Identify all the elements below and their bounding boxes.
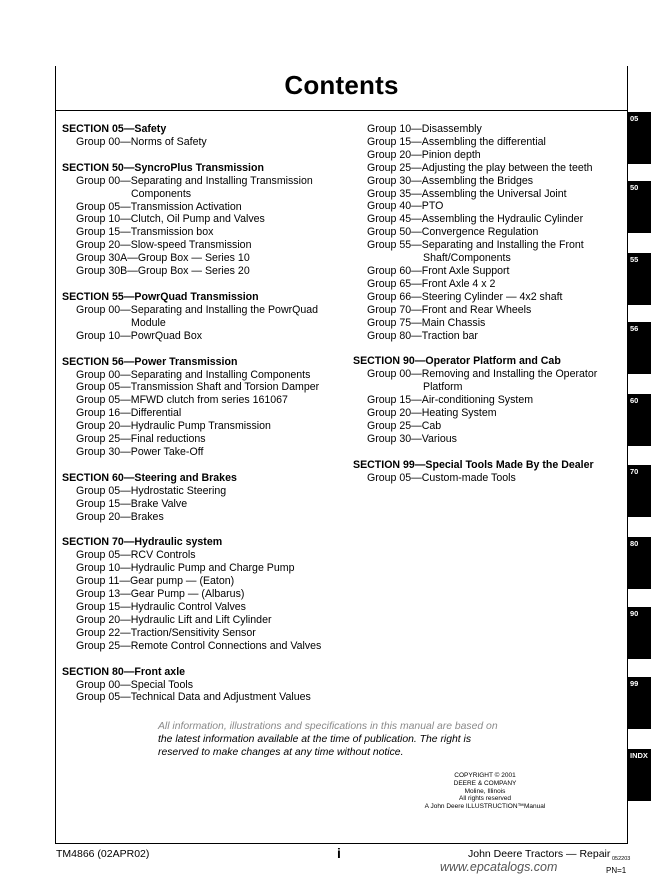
notice-line: the latest information available at the time of publication. The right is bbox=[158, 734, 472, 745]
contents-group-link[interactable]: Group 05—Custom-made Tools bbox=[367, 471, 516, 484]
section-heading[interactable]: SECTION 80—Front axle bbox=[62, 665, 186, 678]
copyright-line: A John Deere ILLUSTRUCTION™Manual bbox=[424, 803, 546, 811]
contents-group-link[interactable]: Group 15—Assembling the differential bbox=[367, 135, 546, 148]
contents-group-link[interactable]: Group 75—Main Chassis bbox=[367, 316, 486, 329]
footer-code: 052203 bbox=[612, 856, 631, 862]
contents-section-continued bbox=[353, 123, 623, 342]
title-rule bbox=[55, 110, 628, 111]
contents-group-link[interactable]: Group 10—Hydraulic Pump and Charge Pump bbox=[76, 562, 295, 575]
contents-group-link[interactable]: Group 05—Transmission Activation bbox=[76, 200, 242, 213]
page-title: Contents bbox=[284, 70, 399, 100]
section-heading[interactable]: SECTION 05—Safety bbox=[62, 123, 167, 135]
contents-group-link[interactable]: Group 22—Traction/Sensitivity Sensor bbox=[76, 626, 256, 639]
contents-group-continuation: Module bbox=[131, 316, 166, 329]
contents-group-link[interactable]: Group 30—Power Take-Off bbox=[76, 445, 204, 458]
contents-group-link[interactable]: Group 55—Separating and Installing the Front bbox=[367, 239, 584, 252]
contents-section bbox=[62, 666, 347, 705]
section-heading[interactable]: SECTION 50—SyncroPlus Transmission bbox=[62, 161, 264, 174]
contents-group-link[interactable]: Group 30—Various bbox=[367, 432, 457, 445]
contents-section bbox=[62, 123, 347, 149]
contents-group-link[interactable]: Group 00—Separating and Installing the PowrQuad bbox=[76, 303, 319, 316]
section-tab[interactable]: 70 bbox=[628, 465, 651, 517]
contents-group-link[interactable]: Group 00—Separating and Installing Transmission bbox=[76, 174, 313, 187]
contents-group-link[interactable]: Group 66—Steering Cylinder — 4x2 shaft bbox=[367, 290, 563, 303]
contents-group-link[interactable]: Group 15—Air-conditioning System bbox=[367, 394, 534, 407]
section-heading[interactable]: SECTION 55—PowrQuad Transmission bbox=[62, 290, 259, 303]
section-tab[interactable]: 55 bbox=[628, 253, 651, 305]
section-tab[interactable]: 60 bbox=[628, 394, 651, 446]
contents-group-link[interactable]: Group 10—Clutch, Oil Pump and Valves bbox=[76, 213, 265, 226]
contents-group-link[interactable]: Group 15—Brake Valve bbox=[76, 497, 188, 510]
contents-group-link[interactable]: Group 25—Remote Control Connections and Valves bbox=[76, 639, 322, 652]
manual-title: John Deere Tractors — Repair bbox=[468, 848, 611, 860]
contents-group-link[interactable]: Group 20—Slow-speed Transmission bbox=[76, 239, 252, 252]
copyright-line: All rights reserved bbox=[458, 795, 512, 803]
contents-group-link[interactable]: Group 11—Gear pump — (Eaton) bbox=[76, 575, 235, 588]
manual-code: TM4866 (02APR02) bbox=[56, 848, 150, 860]
section-tab[interactable]: INDX bbox=[628, 749, 651, 801]
section-heading[interactable]: SECTION 90—Operator Platform and Cab bbox=[353, 355, 561, 368]
contents-group-link[interactable]: Group 05—RCV Controls bbox=[76, 549, 196, 562]
contents-group-link[interactable]: Group 80—Traction bar bbox=[367, 329, 478, 342]
section-heading[interactable]: SECTION 99—Special Tools Made By the Dealer bbox=[353, 458, 594, 471]
contents-section bbox=[353, 459, 623, 485]
contents-group-continuation: Shaft/Components bbox=[423, 252, 511, 265]
contents-group-link[interactable]: Group 30—Assembling the Bridges bbox=[367, 174, 534, 187]
contents-group-link[interactable]: Group 05—Transmission Shaft and Torsion Damper bbox=[76, 381, 320, 394]
contents-group-continuation: Platform bbox=[423, 381, 463, 394]
copyright-line: COPYRIGHT © 2001 bbox=[454, 772, 516, 779]
contents-group-link[interactable]: Group 20—Pinion depth bbox=[367, 148, 481, 161]
contents-group-link[interactable]: Group 10—Disassembly bbox=[367, 123, 482, 135]
section-heading[interactable]: SECTION 70—Hydraulic system bbox=[62, 536, 223, 549]
contents-group-link[interactable]: Group 00—Removing and Installing the Operator bbox=[367, 368, 598, 381]
contents-group-link[interactable]: Group 00—Norms of Safety bbox=[76, 135, 207, 148]
contents-section bbox=[62, 472, 347, 524]
contents-group-link[interactable]: Group 35—Assembling the Universal Joint bbox=[367, 187, 567, 200]
section-tab[interactable]: 80 bbox=[628, 537, 651, 589]
contents-left-column bbox=[62, 123, 347, 717]
copyright-line: DEERE & COMPANY bbox=[453, 779, 517, 787]
contents-section bbox=[62, 356, 347, 459]
section-heading[interactable]: SECTION 60—Steering and Brakes bbox=[62, 471, 237, 484]
contents-group-link[interactable]: Group 50—Convergence Regulation bbox=[367, 226, 539, 239]
contents-group-link[interactable]: Group 15—Hydraulic Control Valves bbox=[76, 601, 246, 613]
contents-section bbox=[62, 291, 347, 343]
contents-group-link[interactable]: Group 25—Adjusting the play between the teeth bbox=[367, 161, 593, 174]
copyright-line: Moline, Illinois bbox=[464, 787, 506, 795]
contents-group-link[interactable]: Group 45—Assembling the Hydraulic Cylinder bbox=[367, 213, 584, 226]
contents-right-column bbox=[353, 123, 623, 498]
section-heading[interactable]: SECTION 56—Power Transmission bbox=[62, 355, 238, 368]
contents-group-link[interactable]: Group 13—Gear Pump — (Albarus) bbox=[76, 588, 245, 601]
page-number: i bbox=[337, 845, 341, 861]
contents-group-link[interactable]: Group 70—Front and Rear Wheels bbox=[367, 303, 532, 316]
notice-line: reserved to make changes at any time without notice. bbox=[158, 747, 404, 758]
contents-group-link[interactable]: Group 65—Front Axle 4 x 2 bbox=[367, 277, 496, 290]
contents-group-link[interactable]: Group 20—Hydraulic Lift and Lift Cylinder bbox=[76, 613, 272, 626]
contents-group-link[interactable]: Group 00—Special Tools bbox=[76, 678, 193, 691]
contents-group-link[interactable]: Group 25—Final reductions bbox=[76, 433, 206, 446]
contents-group-link[interactable]: Group 05—Technical Data and Adjustment Values bbox=[76, 691, 311, 704]
contents-section bbox=[62, 162, 347, 278]
contents-group-continuation: Components bbox=[131, 187, 192, 200]
contents-group-link[interactable]: Group 05—Hydrostatic Steering bbox=[76, 484, 227, 497]
contents-group-link[interactable]: Group 05—MFWD clutch from series 161067 bbox=[76, 394, 288, 407]
left-frame-line bbox=[55, 66, 56, 844]
contents-group-link[interactable]: Group 10—PowrQuad Box bbox=[76, 329, 203, 342]
contents-group-link[interactable]: Group 30A—Group Box — Series 10 bbox=[76, 252, 250, 265]
contents-group-link[interactable]: Group 20—Heating System bbox=[367, 407, 497, 420]
section-tab[interactable]: 99 bbox=[628, 677, 651, 729]
footer-rule bbox=[55, 843, 628, 844]
section-tab[interactable]: 05 bbox=[628, 112, 651, 164]
section-tab[interactable]: 56 bbox=[628, 322, 651, 374]
contents-section bbox=[353, 355, 623, 445]
notice-line: All information, illustrations and specifications in this manual are based on bbox=[158, 721, 498, 732]
contents-group-link[interactable]: Group 60—Front Axle Support bbox=[367, 264, 510, 277]
section-tab[interactable]: 90 bbox=[628, 607, 651, 659]
copyright-block bbox=[390, 772, 580, 811]
section-tab[interactable]: 50 bbox=[628, 181, 651, 233]
contents-group-link[interactable]: Group 15—Transmission box bbox=[76, 226, 214, 239]
contents-group-link[interactable]: Group 16—Differential bbox=[76, 407, 182, 420]
contents-group-link[interactable]: Group 20—Hydraulic Pump Transmission bbox=[76, 420, 271, 433]
contents-group-link[interactable]: Group 30B—Group Box — Series 20 bbox=[76, 265, 250, 278]
contents-group-link[interactable]: Group 20—Brakes bbox=[76, 510, 164, 523]
page-pn: PN=1 bbox=[606, 866, 627, 875]
publication-notice bbox=[158, 720, 538, 759]
contents-group-link[interactable]: Group 00—Separating and Installing Components bbox=[76, 368, 311, 381]
contents-section bbox=[62, 536, 347, 652]
contents-group-link[interactable]: Group 25—Cab bbox=[367, 419, 442, 432]
watermark: www.epcatalogs.com bbox=[440, 860, 558, 874]
contents-group-link[interactable]: Group 40—PTO bbox=[367, 200, 444, 213]
